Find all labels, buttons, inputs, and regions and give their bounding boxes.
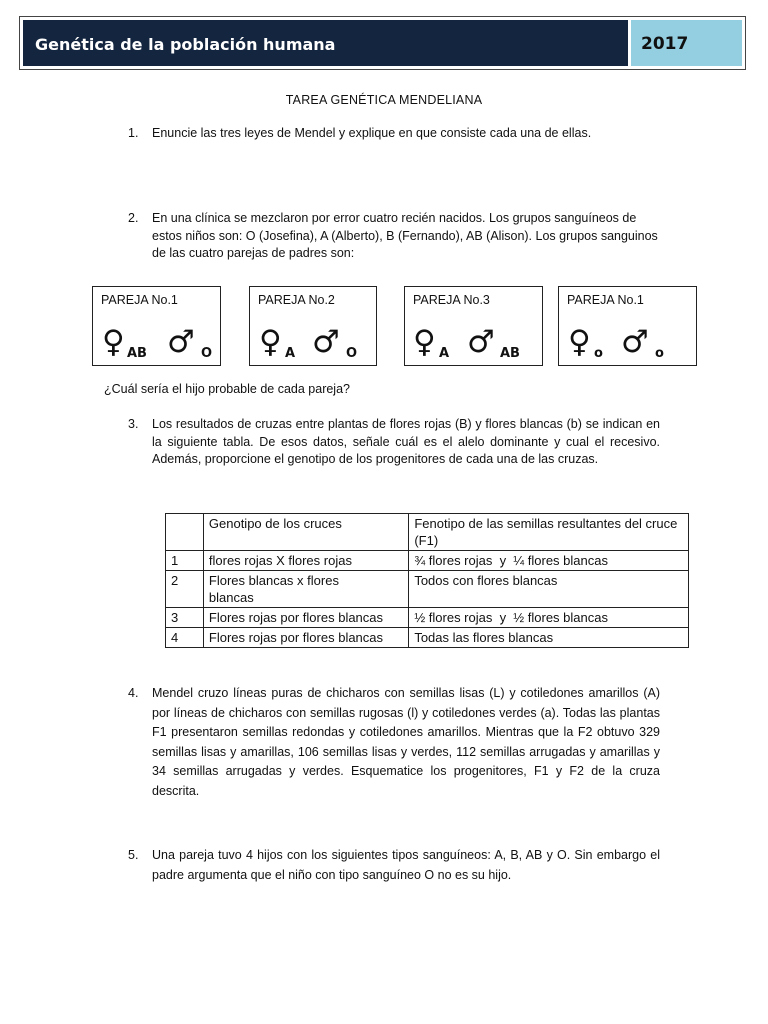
- female-icon: ♀: [568, 324, 591, 360]
- female-blood-type: A: [439, 346, 450, 361]
- question-number: 1.: [128, 126, 139, 140]
- pareja-box-1: [92, 286, 221, 366]
- male-icon: ♂: [312, 324, 340, 360]
- question-number: 4.: [128, 686, 139, 700]
- table-header-cell: Fenotipo de las semillas resultantes del cruce (F1): [409, 514, 689, 551]
- female-icon: ♀: [413, 324, 436, 360]
- pareja-label: PAREJA No.1: [567, 293, 644, 307]
- male-icon: ♂: [167, 324, 195, 360]
- document-title: TAREA GENÉTICA MENDELIANA: [285, 93, 483, 107]
- table-cell: ¾ flores rojas y ¼ flores blancas: [409, 551, 689, 571]
- table-cell: Flores rojas por flores blancas: [203, 608, 408, 628]
- pareja-box-2: [249, 286, 377, 366]
- table-cell: 4: [166, 628, 204, 648]
- female-icon: ♀: [259, 324, 282, 360]
- female-icon: ♀: [102, 324, 125, 360]
- table-row: [166, 608, 689, 628]
- cross-results-table: [165, 513, 689, 648]
- table-cell: Flores blancas x flores blancas: [203, 571, 408, 608]
- pareja-label: PAREJA No.1: [101, 293, 178, 307]
- document-header: [19, 16, 746, 70]
- pareja-question: ¿Cuál sería el hijo probable de cada pareja?: [104, 382, 350, 396]
- table-cell: 2: [166, 571, 204, 608]
- male-icon: ♂: [621, 324, 649, 360]
- table-header-cell: Genotipo de los cruces: [203, 514, 408, 551]
- female-blood-type: AB: [127, 346, 147, 361]
- table-row: [166, 571, 689, 608]
- female-blood-type: A: [285, 346, 296, 361]
- question-text: En una clínica se mezclaron por error cuatro recién nacidos. Los grupos sanguíneos de estos niños son: O (Josefina), A (Alberto), B (Fernando), AB (Alison). Los grupos sanguinos de las cuatro parejas de padres son:: [152, 211, 658, 260]
- table-header-row: [166, 514, 689, 551]
- table-cell: Flores rojas por flores blancas: [203, 628, 408, 648]
- table-cell: 3: [166, 608, 204, 628]
- question-number: 5.: [128, 848, 139, 862]
- pareja-label: PAREJA No.2: [258, 293, 335, 307]
- question-number: 3.: [128, 417, 139, 431]
- question-text: Los resultados de cruzas entre plantas de flores rojas (B) y flores blancas (b) se indican en la siguiente tabla. De esos datos, señale cuál es el alelo dominante y cual el recesivo. Además, proporcione el genotipo de los progenitores de cada una de las cruzas.: [152, 417, 660, 466]
- pareja-label: PAREJA No.3: [413, 293, 490, 307]
- question-text: Una pareja tuvo 4 hijos con los siguientes tipos sanguíneos: A, B, AB y O. Sin embargo el padre argumenta que el niño con tipo sanguíneo O no es su hijo.: [152, 848, 660, 882]
- pareja-box-3: [404, 286, 543, 366]
- question-text: Mendel cruzo líneas puras de chicharos con semillas lisas (L) y cotiledones amarillos (A) por líneas de chicharos con semillas rugosas (l) y cotiledones verdes (a). Todas las plantas F1 presentaron semillas redondas y cotiledones amarillos. Mientras que la F2 obtuvo 329 semillas lisas y amarillas, 106 semillas lisas y verdes, 112 semillas arrugadas y amarillas y 34 semillas arrugadas y verdes. Esquematice los progenitores, F1 y F2 de la cruza descrita.: [152, 686, 660, 798]
- table-cell: Todos con flores blancas: [409, 571, 689, 608]
- table-row: [166, 551, 689, 571]
- table-cell: flores rojas X flores rojas: [203, 551, 408, 571]
- pareja-box-4: [558, 286, 697, 366]
- male-icon: ♂: [467, 324, 495, 360]
- table-row: [166, 628, 689, 648]
- table-header-cell: [166, 514, 204, 551]
- table-cell: 1: [166, 551, 204, 571]
- male-blood-type: O: [346, 346, 358, 361]
- question-text: Enuncie las tres leyes de Mendel y explique en que consiste cada una de ellas.: [152, 126, 592, 140]
- header-year: 2017: [631, 20, 742, 66]
- male-blood-type: AB: [500, 346, 520, 361]
- table-cell: ½ flores rojas y ½ flores blancas: [409, 608, 689, 628]
- question-number: 2.: [128, 211, 139, 225]
- table-cell: Todas las flores blancas: [409, 628, 689, 648]
- header-title: Genética de la población humana: [23, 20, 628, 66]
- male-blood-type: O: [201, 346, 213, 361]
- female-blood-type: o: [594, 346, 603, 361]
- male-blood-type: o: [655, 346, 664, 361]
